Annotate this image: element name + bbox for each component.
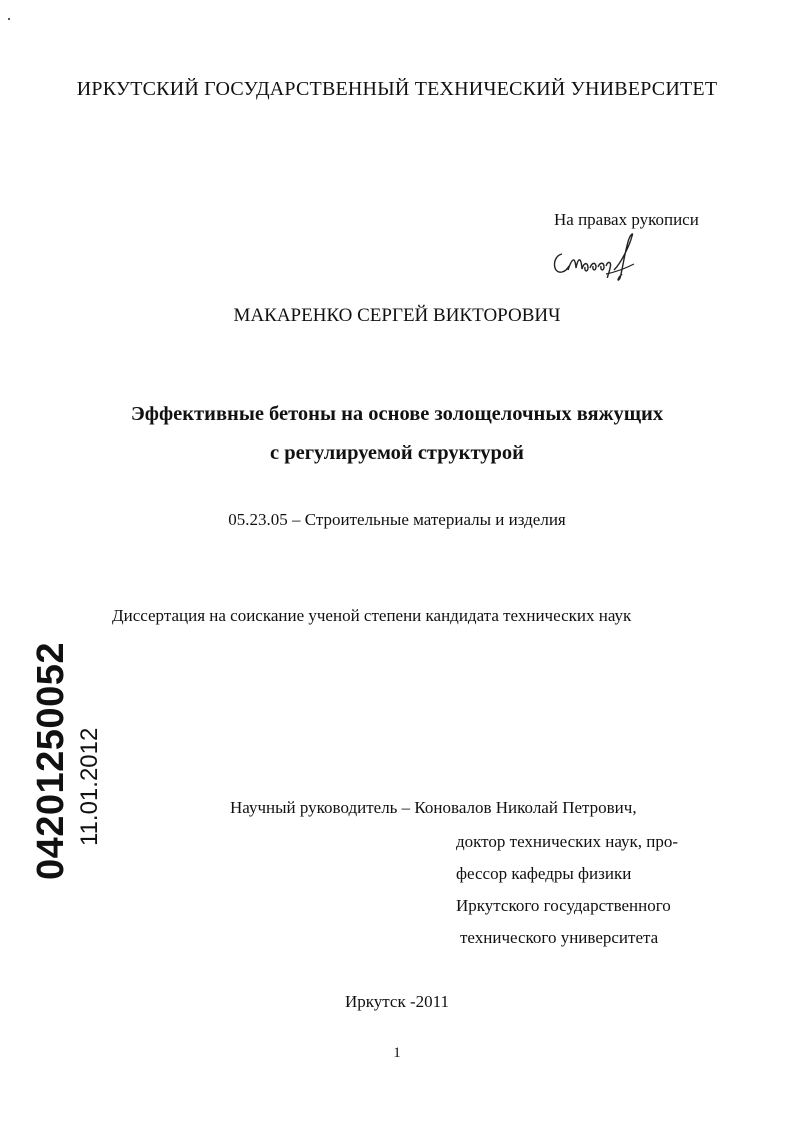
degree-statement: Диссертация на соискание ученой степени кандидата технических наук xyxy=(112,606,632,625)
advisor-line2: доктор технических наук, про- xyxy=(456,832,679,851)
author-signature xyxy=(548,232,644,289)
advisor-line4: Иркутского государственного xyxy=(456,896,671,915)
registration-date: 11.01.2012 xyxy=(76,727,103,846)
specialty-code: 05.23.05 – Строительные материалы и изделия xyxy=(228,510,566,529)
thesis-title-line2: с регулируемой структурой xyxy=(270,442,524,464)
university-name: ИРКУТСКИЙ ГОСУДАРСТВЕННЫЙ ТЕХНИЧЕСКИЙ УНИВЕРСИТЕТ xyxy=(76,78,718,100)
thesis-title-line1: Эффективные бетоны на основе золощелочных вяжущих xyxy=(130,403,664,425)
advisor-line5: технического университета xyxy=(460,928,659,947)
city-year: Иркутск -2011 xyxy=(344,992,450,1011)
registration-stamp xyxy=(30,642,73,880)
advisor-line1: Научный руководитель – Коновалов Николай Петрович, xyxy=(230,798,637,817)
signature-icon xyxy=(548,232,644,284)
manuscript-rights-label: На правах рукописи xyxy=(554,210,699,229)
author-name: МАКАРЕНКО СЕРГЕЙ ВИКТОРОВИЧ xyxy=(233,305,561,326)
page-number: 1 xyxy=(393,1045,401,1061)
scan-speck xyxy=(8,18,10,20)
registration-number: 04201250052 xyxy=(30,642,72,880)
advisor-line3: фессор кафедры физики xyxy=(456,864,632,883)
